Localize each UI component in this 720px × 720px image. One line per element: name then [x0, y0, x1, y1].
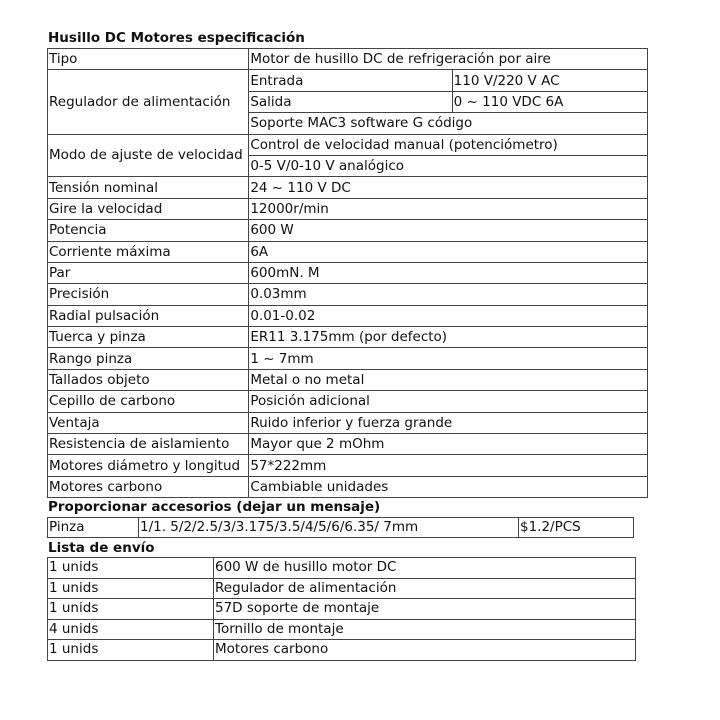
accessories-table	[47, 517, 634, 538]
table-row	[48, 412, 648, 433]
spec-label: Par	[48, 262, 249, 283]
spec-value: Posición adicional	[249, 391, 648, 412]
spec-label: Tallados objeto	[48, 369, 249, 390]
spec-value: 24 ~ 110 V DC	[249, 177, 648, 198]
table-row	[48, 49, 648, 70]
spec-sub-name: Salida	[249, 91, 452, 112]
table-row	[48, 70, 648, 91]
table-row	[48, 305, 648, 326]
spec-value: 12000r/min	[249, 198, 648, 219]
spec-sub-value: 110 V/220 V AC	[452, 70, 647, 91]
spec-label: Motores carbono	[48, 476, 249, 497]
shipping-table	[47, 557, 636, 661]
table-row	[48, 241, 648, 262]
spec-sub-name: Control de velocidad manual (potenciómetro)	[249, 134, 648, 155]
shipping-item: Tornillo de montaje	[214, 619, 636, 640]
spec-value: 0.03mm	[249, 284, 648, 305]
shipping-title: Lista de envío	[48, 540, 155, 556]
shipping-item: Motores carbono	[214, 640, 636, 661]
spec-label: Gire la velocidad	[48, 198, 249, 219]
spec-label: Resistencia de aislamiento	[48, 434, 249, 455]
spec-label: Ventaja	[48, 412, 249, 433]
table-row	[48, 599, 636, 620]
table-row	[48, 434, 648, 455]
accessory-item: Pinza	[48, 518, 139, 538]
table-row	[48, 558, 636, 579]
accessory-price: $1.2/PCS	[519, 518, 634, 538]
shipping-item: Regulador de alimentación	[214, 578, 636, 599]
spec-sub-name: 0-5 V/0-10 V analógico	[249, 155, 648, 176]
table-row	[48, 220, 648, 241]
table-row	[48, 198, 648, 219]
accessories-title: Proporcionar accesorios (dejar un mensaje)	[48, 499, 381, 515]
table-row	[48, 619, 636, 640]
table-row	[48, 284, 648, 305]
spec-value: Cambiable unidades	[249, 476, 648, 497]
table-row	[48, 262, 648, 283]
table-row	[48, 177, 648, 198]
shipping-item: 600 W de husillo motor DC	[214, 558, 636, 579]
spec-sub-value: 0 ~ 110 VDC 6A	[452, 91, 647, 112]
shipping-item: 57D soporte de montaje	[214, 599, 636, 620]
table-row	[48, 134, 648, 155]
spec-label: Corriente máxima	[48, 241, 249, 262]
table-row	[48, 476, 648, 497]
table-row	[48, 640, 636, 661]
table-row	[48, 369, 648, 390]
spec-sub-name: Entrada	[249, 70, 452, 91]
spec-value: Motor de husillo DC de refrigeración por aire	[249, 49, 648, 70]
spec-label: Tuerca y pinza	[48, 327, 249, 348]
spec-value: ER11 3.175mm (por defecto)	[249, 327, 648, 348]
shipping-qty: 1 unids	[48, 640, 214, 661]
spec-table	[47, 48, 648, 498]
spec-label: Regulador de alimentación	[48, 70, 249, 134]
spec-value: 600mN. M	[249, 262, 648, 283]
table-row	[48, 348, 648, 369]
shipping-qty: 1 unids	[48, 599, 214, 620]
spec-label: Rango pinza	[48, 348, 249, 369]
table-row	[48, 578, 636, 599]
spec-label: Cepillo de carbono	[48, 391, 249, 412]
shipping-qty: 1 unids	[48, 578, 214, 599]
table-row	[48, 455, 648, 476]
spec-label: Motores diámetro y longitud	[48, 455, 249, 476]
spec-label: Potencia	[48, 220, 249, 241]
accessory-sizes: 1/1. 5/2/2.5/3/3.175/3.5/4/5/6/6.35/ 7mm	[139, 518, 519, 538]
spec-label: Radial pulsación	[48, 305, 249, 326]
spec-label: Precisión	[48, 284, 249, 305]
spec-sub-name: Soporte MAC3 software G código	[249, 113, 648, 134]
table-row	[48, 391, 648, 412]
spec-value: 6A	[249, 241, 648, 262]
spec-title: Husillo DC Motores especificación	[48, 30, 305, 46]
table-row	[48, 327, 648, 348]
spec-value: Metal o no metal	[249, 369, 648, 390]
table-row	[48, 518, 634, 538]
spec-label: Tipo	[48, 49, 249, 70]
spec-value: 600 W	[249, 220, 648, 241]
spec-value: 57*222mm	[249, 455, 648, 476]
spec-value: 0.01-0.02	[249, 305, 648, 326]
spec-value: 1 ~ 7mm	[249, 348, 648, 369]
spec-label: Modo de ajuste de velocidad	[48, 134, 249, 177]
spec-label: Tensión nominal	[48, 177, 249, 198]
spec-value: Ruido inferior y fuerza grande	[249, 412, 648, 433]
shipping-qty: 4 unids	[48, 619, 214, 640]
shipping-qty: 1 unids	[48, 558, 214, 579]
spec-value: Mayor que 2 mOhm	[249, 434, 648, 455]
